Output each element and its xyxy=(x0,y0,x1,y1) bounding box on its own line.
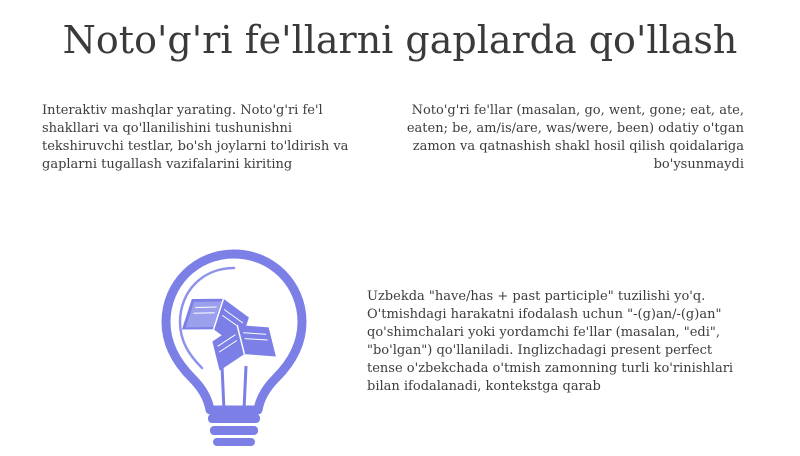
lightbulb-book-icon xyxy=(158,246,310,452)
present-perfect-comparison-text: Uzbekda "have/has + past participle" tuzilishi yo'q. O'tmishdagi harakatni ifodalash uchun "-(g)an/-(g)an" qo'shimchalari yoki yordamchi fe'llar (masalan, "edi", "bo'lgan") qo'llaniladi. Inglizchadagi present perfect tense o'zbekchada o'tmish zamonning turli ko'rinishlari bilan ifodalanadi, kontekstga qarab xyxy=(367,289,734,394)
irregular-verbs-definition-text: Noto'g'ri fe'llar (masalan, go, went, gone; eat, ate, eaten; be, am/is/are, was/were, been) odatiy o'tgan zamon va qatnashish shakl hosil qilish qoidalariga bo'ysunmaydi xyxy=(406,103,744,172)
slide-title: Noto'g'ri fe'llarni gaplarda qo'llash xyxy=(62,18,738,62)
interactive-exercises-text: Interaktiv mashqlar yarating. Noto'g'ri fe'l shakllari va qo'llanilishini tushunishni tekshiruvchi testlar, bo'sh joylarni to'ldirish va gaplarni tugallash vazifalarini kiriting xyxy=(42,103,349,172)
